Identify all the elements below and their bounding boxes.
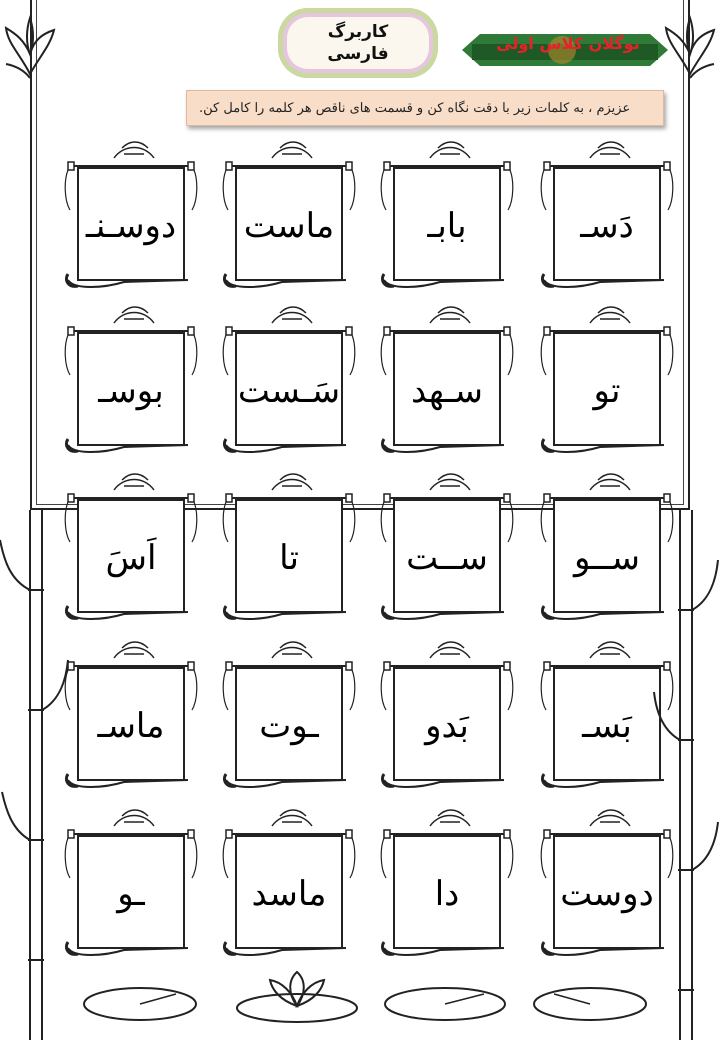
word-card xyxy=(222,305,362,455)
incomplete-word: سـهد xyxy=(411,371,483,411)
incomplete-word: ســو xyxy=(574,538,640,578)
incomplete-word: بَدو xyxy=(425,706,469,746)
incomplete-word: بابـ xyxy=(427,206,467,246)
incomplete-word: ماسـ xyxy=(97,706,165,746)
worksheet-subject: فارسی xyxy=(327,44,389,64)
word-card xyxy=(222,472,362,622)
word-card xyxy=(380,140,520,290)
incomplete-word: ســت xyxy=(406,538,488,578)
incomplete-word: ماسد xyxy=(251,874,327,914)
incomplete-word: اَسَ xyxy=(105,538,157,578)
class-banner-text: نوگلان کلاس اولی xyxy=(496,34,640,53)
word-card xyxy=(540,140,680,290)
word-card xyxy=(64,640,204,790)
word-card xyxy=(222,808,362,958)
lily-pad-icon xyxy=(80,980,200,1024)
worksheet-title: کاربرگ xyxy=(327,22,389,42)
incomplete-word: دوسـنـ xyxy=(85,206,177,246)
incomplete-word: تو xyxy=(593,371,621,411)
lily-pad-icon xyxy=(380,980,510,1024)
word-card xyxy=(64,140,204,290)
incomplete-word: دوست xyxy=(560,874,654,914)
flower-corner-right-icon xyxy=(660,4,720,84)
word-card xyxy=(64,472,204,622)
incomplete-word: بَسـ xyxy=(582,706,632,746)
flower-corner-left-icon xyxy=(0,4,60,84)
word-card xyxy=(64,808,204,958)
bamboo-right-icon xyxy=(652,510,720,1040)
incomplete-word: ـوت xyxy=(259,706,319,746)
word-card xyxy=(222,140,362,290)
incomplete-word: دَسـ xyxy=(580,206,634,246)
incomplete-word: دا xyxy=(434,874,460,914)
incomplete-word: بوسـ xyxy=(98,371,164,411)
instruction-text: عزیزم ، به کلمات زیر با دقت نگاه کن و قسمت های ناقص هر کلمه را کامل کن. xyxy=(186,90,664,126)
word-card xyxy=(222,640,362,790)
lotus-flower-icon xyxy=(232,970,362,1024)
incomplete-word: سَـست xyxy=(237,371,341,411)
lily-pad-icon xyxy=(530,980,650,1024)
bamboo-left-icon xyxy=(0,510,70,1040)
worksheet-title-badge xyxy=(278,8,438,78)
incomplete-word: ـو xyxy=(117,874,145,914)
word-card xyxy=(380,808,520,958)
word-card xyxy=(380,472,520,622)
word-card xyxy=(380,305,520,455)
word-card xyxy=(64,305,204,455)
word-card xyxy=(540,305,680,455)
incomplete-word: تا xyxy=(279,538,299,578)
incomplete-word: ماست xyxy=(243,206,335,246)
word-card xyxy=(380,640,520,790)
